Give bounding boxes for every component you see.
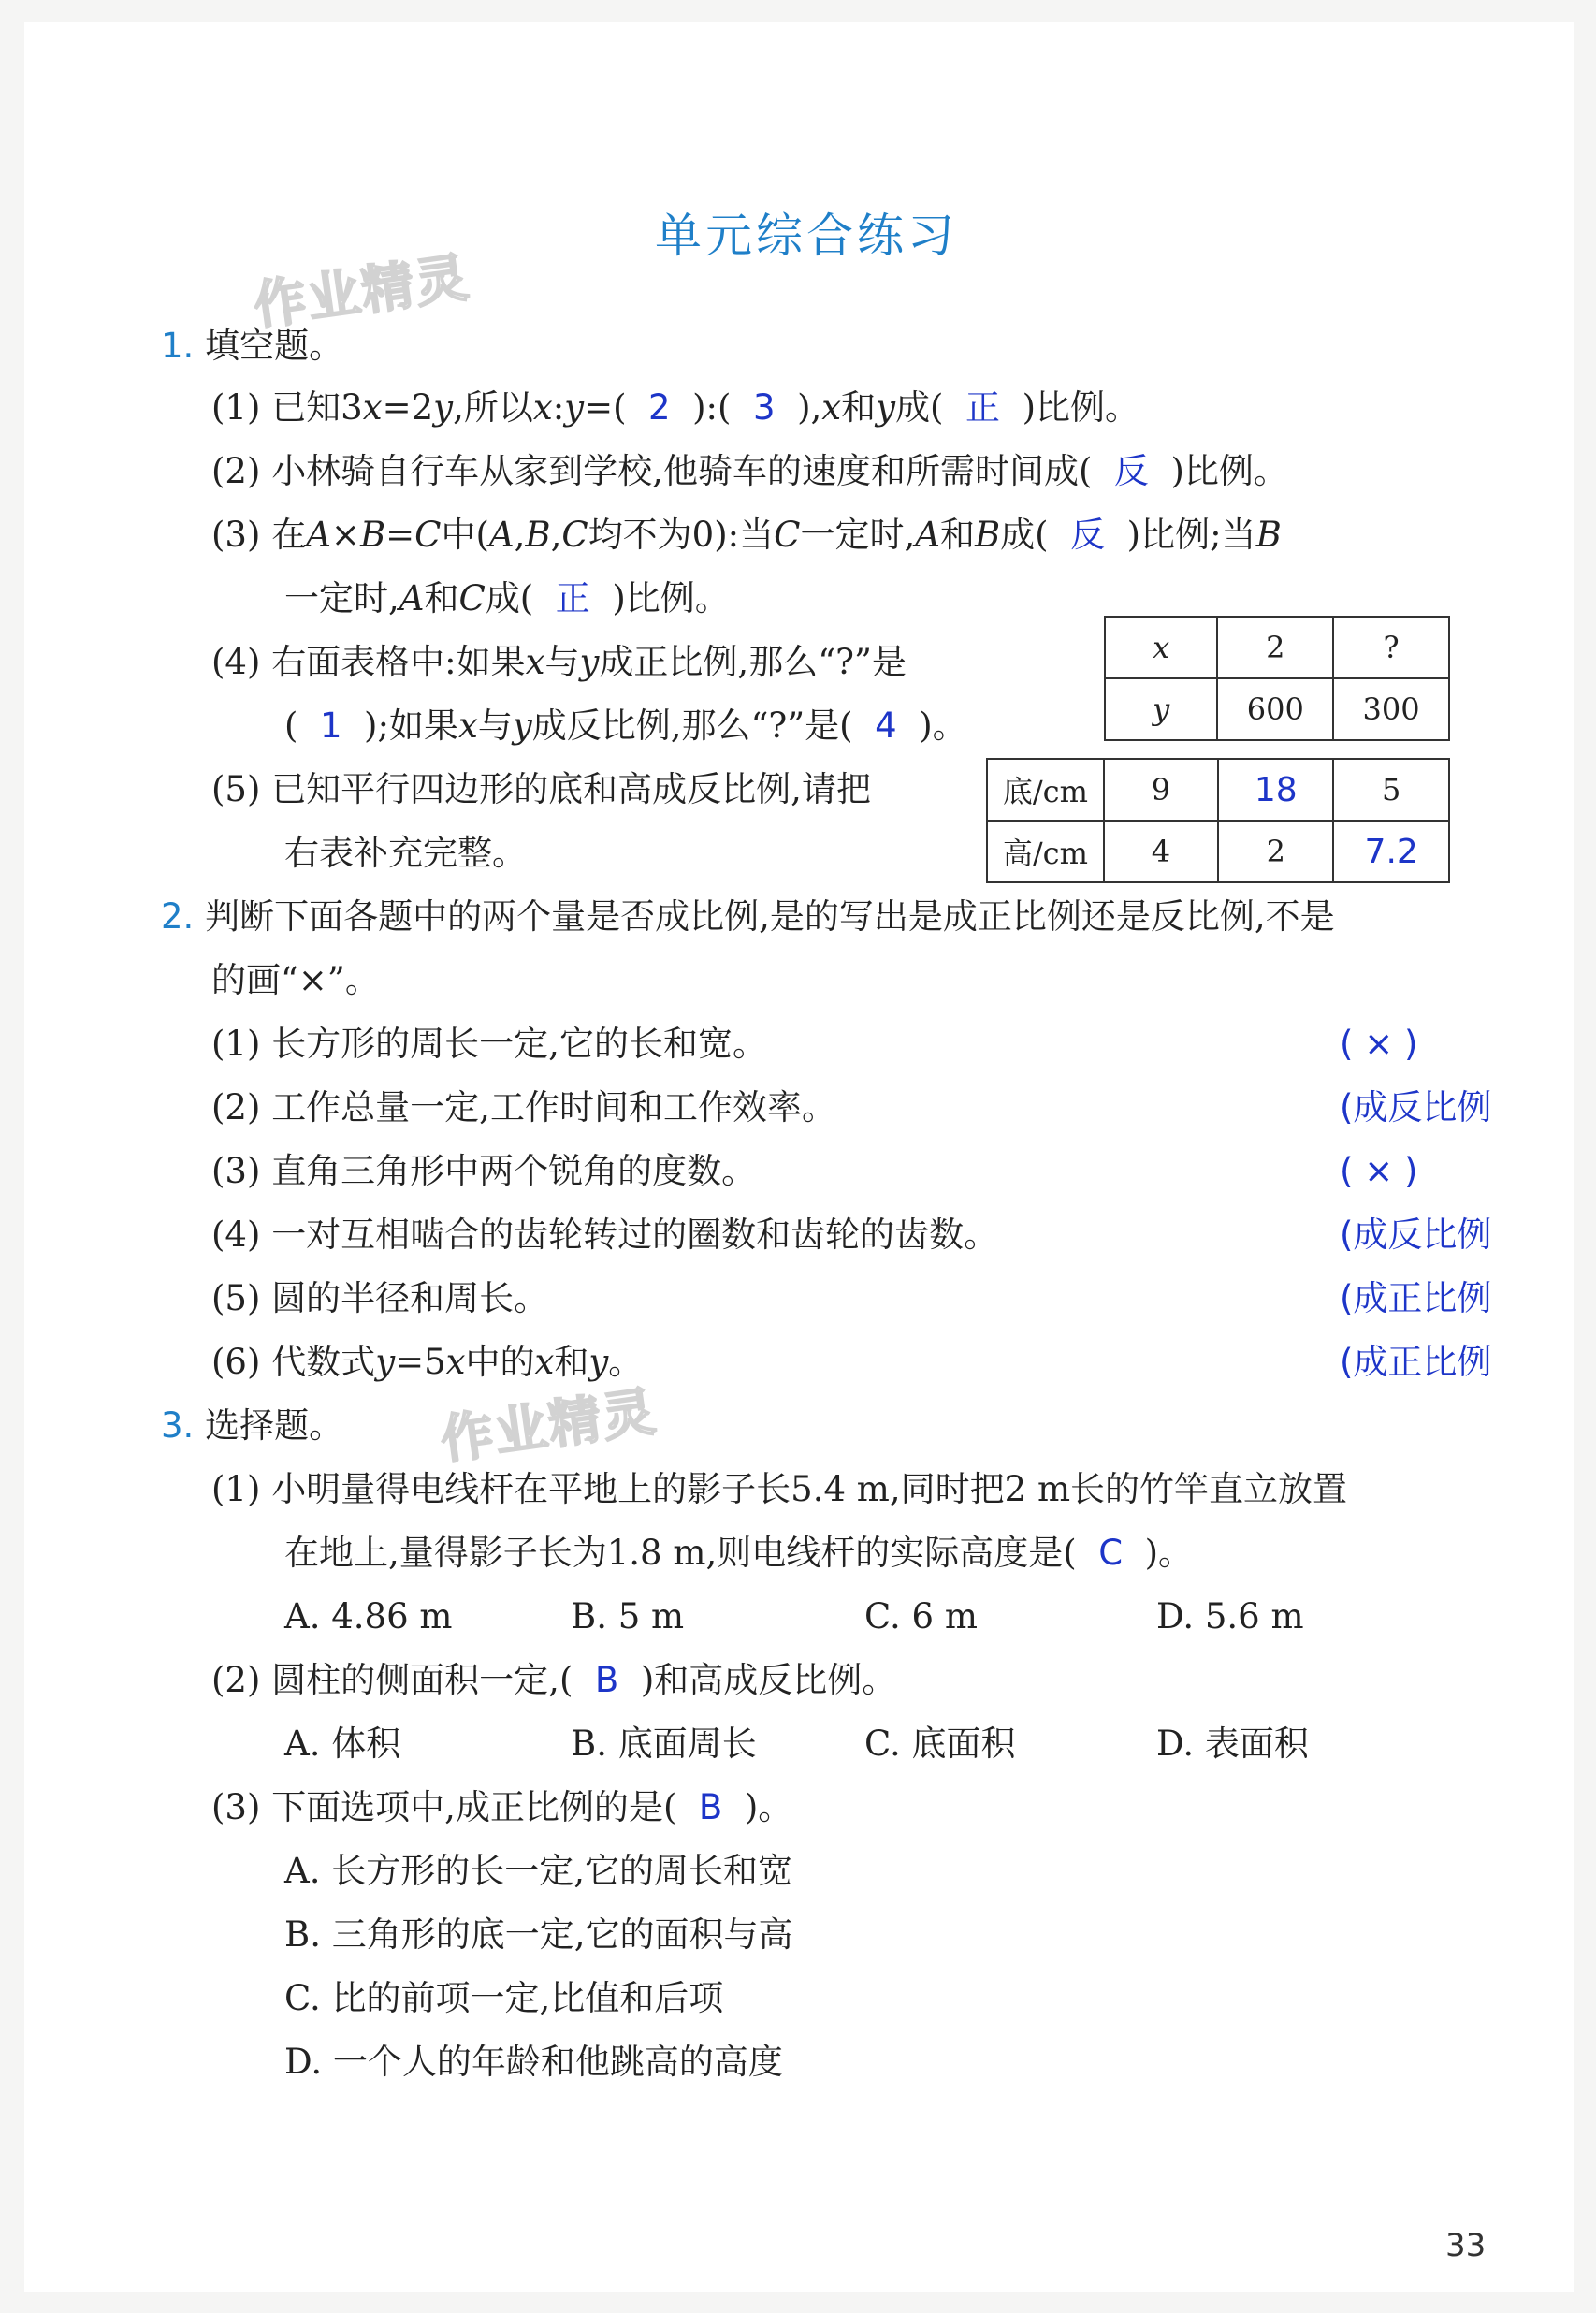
var: y	[512, 706, 532, 746]
q3-s1-option-c: C. 6 m	[864, 1596, 978, 1637]
text: 小明量得电线杆在平地上的影子长5.4 m,同时把2 m长的竹竿直立放置	[271, 1469, 1348, 1509]
q2-heading-line1	[161, 895, 1335, 939]
q2-item-3-answer: ( × )	[1340, 1151, 1418, 1191]
text: 成(	[485, 578, 534, 618]
text: 在地上,量得影子长为1.8 m,则电线杆的实际高度是(	[284, 1533, 1077, 1573]
q2-heading-text: 判断下面各题中的两个量是否成比例,是的写出是成正比例还是反比例,不是	[205, 896, 1335, 937]
q2-item-4-answer: (成反比例	[1340, 1215, 1492, 1255]
q3-s3-option-b: B. 三角形的底一定,它的面积与高	[284, 1914, 793, 1955]
text: )比例;当	[1126, 515, 1256, 555]
text: 和	[841, 387, 877, 428]
q3-heading	[161, 1404, 343, 1448]
var: x	[821, 387, 842, 428]
q1-s3-line1	[211, 513, 1282, 558]
var: y	[375, 1342, 396, 1382]
table-cell-answer: 18	[1218, 759, 1333, 821]
q1-heading	[161, 324, 343, 369]
q3-s2-option-c: C. 底面积	[864, 1724, 1016, 1764]
text: 与	[477, 706, 513, 746]
q3-s1-option-d: D. 5.6 m	[1156, 1596, 1304, 1637]
q1-s5-line2	[284, 831, 527, 876]
text: :	[552, 387, 565, 428]
item-text: 圆的半径和周长。	[271, 1278, 549, 1318]
q3-s1-option-a: A. 4.86 m	[284, 1596, 453, 1637]
text: ),	[797, 387, 822, 428]
q2-number: 2.	[161, 896, 195, 937]
text: 。	[608, 1342, 644, 1382]
text: 与	[544, 642, 580, 682]
item-text: 一对互相啮合的齿轮转过的圈数和齿轮的齿数。	[271, 1215, 999, 1255]
table-cell: x	[1105, 617, 1217, 678]
watermark-top: 作业精灵	[250, 247, 474, 338]
text: 中(	[441, 515, 489, 555]
text: 成(	[895, 387, 944, 428]
q2-item-1-answer: ( × )	[1340, 1024, 1418, 1064]
q3-s2-option-b: B. 底面周长	[571, 1724, 757, 1764]
var: y	[564, 387, 585, 428]
q1-s1-answer-2: 3	[753, 387, 776, 428]
q1-s1-answer-1: 2	[648, 387, 671, 428]
table-cell-answer: 7.2	[1333, 821, 1449, 882]
text: 代数式	[271, 1342, 376, 1382]
q3-s2-option-a: A. 体积	[284, 1724, 401, 1764]
q3-s1-line1	[211, 1467, 1347, 1512]
var: C	[414, 515, 442, 555]
q1-s5-line1	[211, 767, 871, 812]
text: )和高成反比例。	[640, 1660, 897, 1700]
var: x	[532, 387, 553, 428]
q1-number: 1.	[161, 326, 195, 366]
var: A	[399, 578, 425, 618]
var: y	[876, 387, 896, 428]
q1-s4-answer-1: 1	[319, 706, 342, 746]
q1-s4-line2	[284, 704, 967, 749]
q2-item-5	[211, 1276, 548, 1321]
q1-s5-table-row-base	[987, 759, 1449, 821]
text: 一定时,	[284, 578, 399, 618]
var: y	[433, 387, 454, 428]
q1-s4-table	[1104, 616, 1450, 741]
q3-s1-line2	[284, 1531, 1193, 1576]
text: 中的	[465, 1342, 535, 1382]
var: y	[579, 642, 600, 682]
q1-s1-answer-3: 正	[965, 387, 1001, 428]
q1-s5-table	[986, 758, 1450, 883]
q3-s1-answer: C	[1098, 1533, 1124, 1573]
q3-s2	[211, 1658, 896, 1703]
text: 在	[271, 515, 307, 555]
item-label: (1)	[211, 1469, 261, 1509]
item-label: (1)	[211, 1024, 261, 1064]
var: x	[457, 706, 478, 746]
q1-s4-line1	[211, 640, 907, 685]
text: 成反比例,那么“?”是(	[531, 706, 853, 746]
q2-item-6-answer: (成正比例	[1340, 1342, 1492, 1382]
table-cell: 2	[1217, 617, 1333, 678]
text: 成(	[1000, 515, 1049, 555]
text: )。	[919, 706, 967, 746]
item-label: (3)	[211, 1151, 261, 1191]
var: A	[915, 515, 940, 555]
text: )。	[1144, 1533, 1193, 1573]
q3-s3	[211, 1785, 792, 1830]
table-cell: 4	[1104, 821, 1218, 882]
table-cell: 9	[1104, 759, 1218, 821]
q2-item-2	[211, 1085, 836, 1130]
q1-s3-label: (3)	[211, 515, 261, 555]
q1-s2-answer: 反	[1113, 451, 1149, 491]
text: 已知平行四边形的底和高成反比例,请把	[271, 769, 871, 809]
q3-s3-answer: B	[698, 1787, 723, 1827]
item-label: (5)	[211, 1278, 261, 1318]
text: ):(	[692, 387, 732, 428]
text: =	[385, 515, 415, 555]
text: 成正比例,那么“?”是	[599, 642, 907, 682]
var: C	[458, 578, 486, 618]
q1-s3-answer-1: 反	[1070, 515, 1106, 555]
text: 右面表格中:如果	[271, 642, 526, 682]
q3-s2-answer: B	[594, 1660, 619, 1700]
q1-s4-table-row-x	[1105, 617, 1449, 678]
q1-s5-table-row-height	[987, 821, 1449, 882]
q3-s2-option-d: D. 表面积	[1156, 1724, 1309, 1764]
q3-s3-option-a: A. 长方形的长一定,它的周长和宽	[284, 1851, 793, 1891]
text: (	[284, 706, 298, 746]
var: C	[774, 515, 801, 555]
text: 一定时,	[800, 515, 916, 555]
table-cell: 600	[1217, 678, 1333, 740]
table-cell: ?	[1333, 617, 1449, 678]
var: A	[306, 515, 331, 555]
q1-s3-line2	[284, 576, 730, 621]
q1-heading-text: 填空题。	[205, 326, 344, 366]
text: 和	[939, 515, 975, 555]
item-label: (2)	[211, 1087, 261, 1127]
q1-s3-answer-2: 正	[555, 578, 590, 618]
q2-item-6	[211, 1340, 643, 1385]
text: 均不为0):当	[588, 515, 775, 555]
text: =5	[395, 1342, 446, 1382]
var: B	[525, 515, 551, 555]
item-label: (6)	[211, 1342, 261, 1382]
text: ×	[330, 515, 360, 555]
text: 和	[424, 578, 459, 618]
var: B	[974, 515, 1001, 555]
q3-number: 3.	[161, 1405, 195, 1446]
table-cell: 底/cm	[987, 759, 1104, 821]
q2-item-2-answer: (成反比例	[1340, 1087, 1492, 1127]
var: B	[359, 515, 386, 555]
q3-s1-option-b: B. 5 m	[571, 1596, 685, 1637]
table-cell: 高/cm	[987, 821, 1104, 882]
item-text: 长方形的周长一定,它的长和宽。	[271, 1024, 767, 1064]
table-cell: 5	[1333, 759, 1449, 821]
item-label: (3)	[211, 1787, 261, 1827]
watermark-middle: 作业精灵	[437, 1381, 661, 1472]
var: x	[445, 1342, 466, 1382]
text: )比例。	[1170, 451, 1288, 491]
var: B	[1255, 515, 1282, 555]
q2-item-4	[211, 1213, 998, 1258]
table-cell: 300	[1333, 678, 1449, 740]
text: ,所以	[453, 387, 533, 428]
text: =(	[584, 387, 627, 428]
q1-s4-answer-2: 4	[875, 706, 897, 746]
text: 右表补充完整。	[284, 833, 527, 873]
q3-heading-text: 选择题。	[205, 1405, 344, 1446]
page-number: 33	[1445, 2227, 1487, 2264]
q1-s2-label: (2)	[211, 451, 261, 491]
var: x	[525, 642, 545, 682]
q3-s3-option-c: C. 比的前项一定,比值和后项	[284, 1978, 724, 2018]
var: C	[561, 515, 588, 555]
q2-heading-line2: 的画“×”。	[211, 960, 380, 1000]
var: x	[362, 387, 383, 428]
q1-s1	[211, 386, 1139, 430]
q1-s4-table-row-y	[1105, 678, 1449, 740]
text: 已知3	[271, 387, 363, 428]
q1-s1-label: (1)	[211, 387, 261, 428]
text: )。	[744, 1787, 793, 1827]
var: x	[534, 1342, 555, 1382]
item-text: 直角三角形中两个锐角的度数。	[271, 1151, 757, 1191]
var: A	[488, 515, 515, 555]
text: 下面选项中,成正比例的是(	[271, 1787, 677, 1827]
text: )比例。	[1022, 387, 1139, 428]
item-text: 工作总量一定,工作时间和工作效率。	[271, 1087, 836, 1127]
item-label: (2)	[211, 1660, 261, 1700]
text: ,	[550, 515, 562, 555]
q1-s4-label: (4)	[211, 642, 261, 682]
text: )比例。	[612, 578, 730, 618]
text: ,	[514, 515, 526, 555]
page-title: 单元综合练习	[655, 209, 958, 263]
q2-item-1	[211, 1022, 767, 1067]
q2-item-5-answer: (成正比例	[1340, 1278, 1492, 1318]
text: 圆柱的侧面积一定,(	[271, 1660, 573, 1700]
q3-s3-option-d: D. 一个人的年龄和他跳高的高度	[284, 2042, 783, 2082]
q1-s5-label: (5)	[211, 769, 261, 809]
text: );如果	[364, 706, 458, 746]
table-cell: 2	[1218, 821, 1333, 882]
var: y	[588, 1342, 609, 1382]
text: 小林骑自行车从家到学校,他骑车的速度和所需时间成(	[271, 451, 1093, 491]
q1-s2	[211, 449, 1288, 494]
text: 和	[554, 1342, 589, 1382]
item-label: (4)	[211, 1215, 261, 1255]
q2-item-3	[211, 1149, 756, 1194]
text: =2	[382, 387, 434, 428]
table-cell: y	[1105, 678, 1217, 740]
